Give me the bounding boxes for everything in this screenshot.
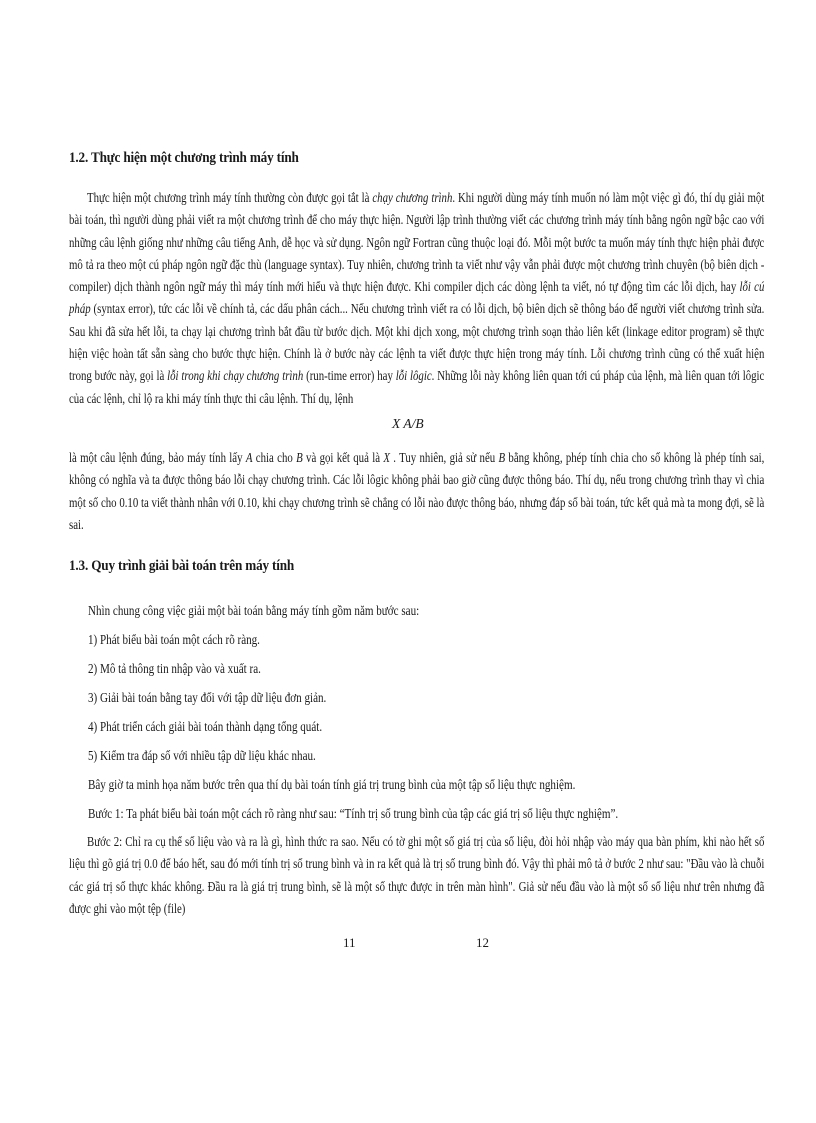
step-item: 2) Mô tả thông tin nhập vào và xuất ra. <box>88 661 261 676</box>
steps-intro: Nhìn chung công việc giải một bài toán bằng máy tính gồm năm bước sau: <box>88 603 420 618</box>
text-run: . Những lỗi này không liên quan tới cú pháp của lệnh, mà liên quan tới lôgic của các lệnh, chỉ lộ ra khi máy tính thực thi câu lệnh. Thí dụ, lệnh <box>69 368 765 406</box>
text-run: và gọi kết quả là <box>302 450 384 465</box>
variable-b: B <box>296 450 303 465</box>
text-run: . Tuy nhiên, giả sử nếu <box>389 450 499 465</box>
emphasis-run: lỗi lôgic <box>395 368 432 384</box>
section-heading-1-3: 1.3. Quy trình giải bài toán trên máy tính <box>69 558 295 574</box>
paragraph-execution <box>69 187 764 410</box>
text-run: là một câu lệnh đúng, bảo máy tính lấy <box>69 450 246 465</box>
step1-example: Bước 1: Ta phát biểu bài toán một cách rõ ràng như sau: “Tính trị số trung bình của tập các giá trị số liệu thực nghiệm”. <box>88 806 619 821</box>
step-item: 3) Giải bài toán bằng tay đối với tập dữ liệu đơn giản. <box>88 690 327 705</box>
text-run: (syntax error), tức các lỗi về chính tả, các dấu phân cách... Nếu chương trình viết ra có lỗi dịch, bộ biên dịch sẽ thông báo để người viết chương trình sửa. Sau khi đã sửa hết lỗi, ta chạy lại chương trình bắt đầu từ bước dịch. Một khi dịch xong, một chương trình soạn thảo liên kết (linkage editor program) sẽ thực hiện việc hoàn tất sẵn sàng cho bước thực hiện. Chính là ở bước này các lệnh ta viết được thực hiện trong máy tính. Lỗi chương trình cũng có thể xuất hiện trong bước này, gọi là <box>69 301 765 384</box>
paragraph-logic-error <box>69 447 764 536</box>
step-item: 4) Phát triển cách giải bài toán thành dạng tổng quát. <box>88 719 323 734</box>
variable-b: B <box>498 450 506 465</box>
text-run: bằng không, phép tính chia cho số không là phép tính sai, không có nghĩa và ta được thông báo lỗi chạy chương trình. Các lỗi lôgic không phải bao giờ cũng được thông báo. Thí dụ, nếu trong chương trình thay vì chia một số cho 0.10 ta viết thành nhân với 0.10, khi chạy chương trình sẽ chẳng có lỗi nào được thông báo, nhưng đáp số bài toán, tức kết quả mà ta mong đợi, sẽ là sai. <box>69 450 765 532</box>
emphasis-run: lỗi cú pháp <box>69 279 765 317</box>
page-number-left: 11 <box>343 935 356 950</box>
example-intro: Bây giờ ta minh họa năm bước trên qua thí dụ bài toán tính giá trị trung bình của một tập số liệu thực nghiệm. <box>88 777 576 792</box>
formula-x-a-div-b: X A/B <box>392 416 424 431</box>
text-run: (run-time error) hay <box>303 368 396 384</box>
text-run: . Khi người dùng máy tính muốn nó làm một việc gì đó, thí dụ giải một bài toán, thì người dùng phải viết ra một chương trình để cho máy thực hiện. Người lập trình thường viết các chương trình máy tính bằng ngôn ngữ bậc cao với những câu lệnh giống như những câu tiếng Anh, dễ học và sử dụng. Ngôn ngữ Fortran cũng thuộc loại đó. Mỗi một bước ta muốn máy tính thực hiện phải được mô tả ra theo một cú pháp ngôn ngữ đặc thù (language syntax). Tuy nhiên, chương trình ta viết như vậy vẫn phải được một chương trình chuyên (bộ biên dịch - compiler) dịch thành ngôn ngữ máy thì máy tính mới hiểu và thực hiện được. Khi compiler dịch các dòng lệnh ta viết, nó tự động tìm các lỗi dịch, hay <box>69 190 765 295</box>
emphasis-run: chạy chương trình <box>372 190 453 205</box>
section-heading-1-2: 1.2. Thực hiện một chương trình máy tính <box>69 150 299 166</box>
text-run: Bước 2: Chỉ ra cụ thể số liệu vào và ra là gì, hình thức ra sao. Nếu có tờ ghi một số giá trị của số liệu, đòi hỏi nhập vào máy qua bàn phím, khi nào hết số liệu thì gõ giá trị 0.0 để báo hết, sau đó mới tính trị số trung bình và in ra kết quả là trị số trung bình đó. Vậy thì phải mô tả ở bước 2 như sau: "Đầu vào là chuỗi các giá trị số thực khác không. Đầu ra là giá trị trung bình, sẽ là một số thực được in trên màn hình". Giả sử nếu đầu vào là một số số liệu như trên nhưng đã được ghi vào một tệp (file) <box>69 834 765 916</box>
emphasis-run: lỗi trong khi chạy chương trình <box>167 368 304 384</box>
variable-a: A <box>245 450 253 465</box>
step-item: 5) Kiểm tra đáp số với nhiều tập dữ liệu khác nhau. <box>88 748 316 763</box>
variable-x: X <box>383 450 390 465</box>
text-run: Thực hiện một chương trình máy tính thường còn được gọi tắt là <box>87 190 373 205</box>
step-item: 1) Phát biểu bài toán một cách rõ ràng. <box>88 632 260 647</box>
step2-example <box>69 831 764 920</box>
page-number-right: 12 <box>476 935 489 950</box>
text-run: chia cho <box>252 450 297 465</box>
